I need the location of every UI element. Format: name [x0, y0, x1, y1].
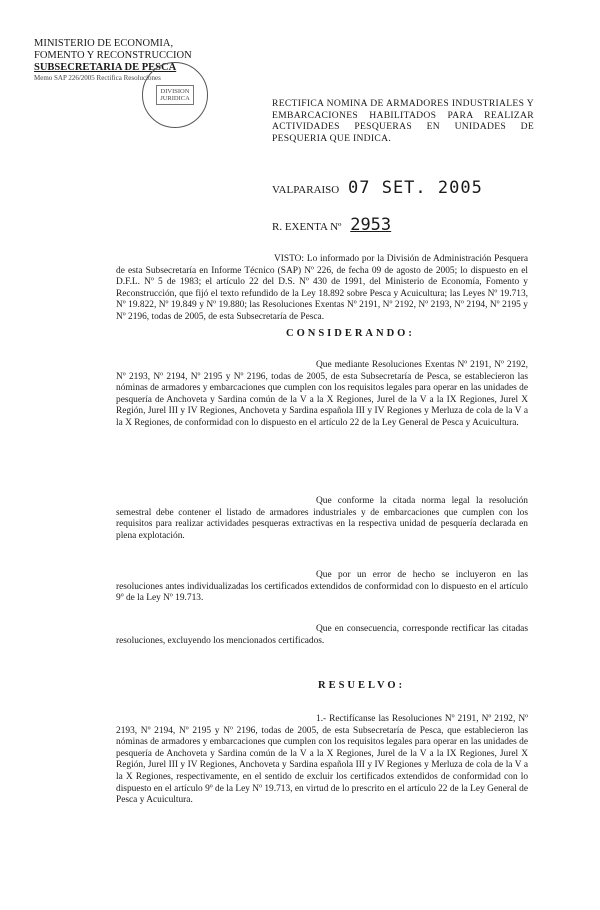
considerando-paragraph-3: Que por un error de hecho se incluyeron en las resoluciones antes individualizadas los certificados extendidos de conformidad con lo dispuesto en el artículo 9º de la Ley Nº 19.713. — [116, 570, 528, 604]
stamp-box — [156, 85, 194, 105]
memo-reference: Memo SAP 226/2005 Rectifica Resoluciones — [34, 74, 161, 82]
division-stamp — [142, 62, 208, 128]
subsecretaria-name: SUBSECRETARIA DE PESCA — [34, 62, 177, 73]
document-title: RECTIFICA NOMINA DE ARMADORES INDUSTRIALES Y EMBARCACIONES HABILITADOS PARA REALIZAR ACTIVIDADES PESQUERAS EN UNIDADES DE PESQUERIA QUE INDICA. — [272, 98, 534, 144]
considerando-paragraph-2: Que conforme la citada norma legal la resolución semestral debe contener el listado de armadores industriales y de embarcaciones que cumplen con los requisitos para realizar actividades pesqueras extractivas en la respectiva unidad de pesquería declarada en plena explotación. — [116, 496, 528, 541]
stamp-text-line1: DIVISION — [160, 88, 190, 95]
ministry-header — [34, 38, 254, 82]
dateline — [272, 178, 483, 198]
dateline-date: 07 SET. 2005 — [348, 178, 483, 198]
exenta-label: R. EXENTA Nº — [272, 221, 342, 233]
considerando-paragraph-1: Que mediante Resoluciones Exentas Nº 2191, Nº 2192, Nº 2193, Nº 2194, Nº 2195 y Nº 2196, todas de 2005, de esta Subsecretaría de Pesca, se establecieron las nóminas de armadores y embarcaciones que cumplen con los requisitos legales para operar en las unidades de pesquería de Anchoveta y Sardina común de la V a la X Regiones, Jurel de la V a la IX Regiones, Jurel X Región, Jurel III y IV Regiones, Anchoveta y Sardina española III y IV Regiones y Merluza de cola de la V a la X Regiones, de conformidad con lo dispuesto en el artículo 22 de la Ley General de Pesca y Acuicultura. — [116, 360, 528, 428]
exenta-number-line — [272, 215, 391, 235]
exenta-number: 2953 — [350, 215, 392, 235]
resuelvo-paragraph-1: 1.- Rectifícanse las Resoluciones Nº 2191, Nº 2192, Nº 2193, Nº 2194, Nº 2195 y Nº 2196, todas de 2005, de esta Subsecretaría de Pesca, que establecieron las nóminas de armadores y embarcaciones que cumplen con los requisitos legales para operar en las unidades de pesquería de Anchoveta y Sardina común de la V a la X Regiones, Jurel de la V a la IX Regiones, Jurel X Región, Jurel III y IV Regiones, Anchoveta y Sardina española III y IV Regiones y Merluza de cola de la V a la X Regiones, respectivamente, en el sentido de excluir los certificados extendidos de conformidad con lo dispuesto en el artículo 9º de la Ley Nº 19.713, en virtud de lo prescrito en el artículo 22 de la Ley General de Pesca y Acuicultura. — [116, 714, 528, 806]
resuelvo-heading: RESUELVO: — [318, 680, 406, 691]
stamp-text-line2: JURIDICA — [160, 95, 190, 102]
visto-paragraph: VISTO: Lo informado por la División de Administración Pesquera de esta Subsecretaría en Informe Técnico (SAP) Nº 226, de fecha 09 de agosto de 2005; lo dispuesto en el D.F.L. Nº 5 de 1983; el artículo 22 del D.S. Nº 430 de 1991, del Ministerio de Economía, Fomento y Reconstrucción, que fijó el texto refundido de la Ley 18.892 sobre Pesca y Acuicultura; las Leyes Nº 19.713, Nº 19.822, Nº 19.849 y Nº 19.880; las Resoluciones Exentas Nº 2191, Nº 2192, Nº 2193, Nº 2194, Nº 2195 y Nº 2196, todas de 2005, de esta Subsecretaría de Pesca. — [116, 254, 528, 322]
dateline-city: VALPARAISO — [272, 184, 340, 196]
ministry-name: MINISTERIO DE ECONOMIA, — [34, 38, 174, 49]
considerando-paragraph-4: Que en consecuencia, corresponde rectificar las citadas resoluciones, excluyendo los mencionados certificados. — [116, 624, 528, 646]
considerando-heading: CONSIDERANDO: — [286, 328, 415, 339]
ministry-subname: FOMENTO Y RECONSTRUCCION — [34, 50, 192, 61]
